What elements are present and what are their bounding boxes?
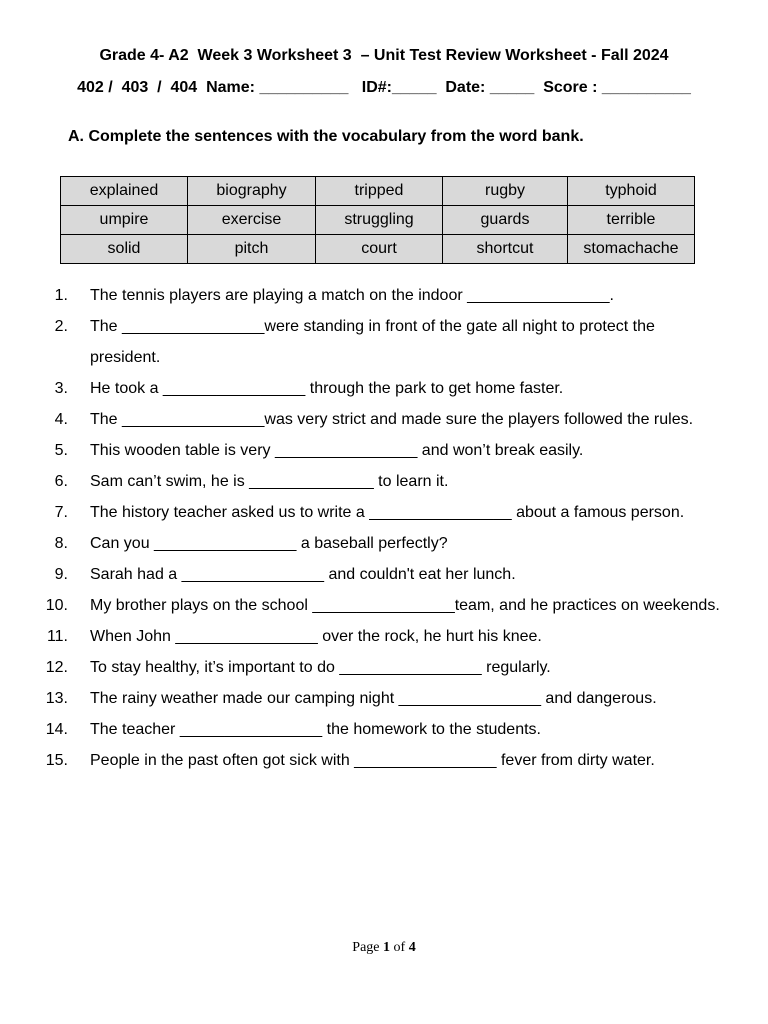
word-bank-cell: typhoid xyxy=(568,177,695,206)
word-bank-cell: umpire xyxy=(61,206,188,235)
question-item xyxy=(0,280,768,311)
question-item xyxy=(0,652,768,683)
question-text: Sarah had a ________________ and couldn't eat her lunch. xyxy=(90,566,516,583)
page-footer xyxy=(0,940,768,956)
question-text: To stay healthy, it’s important to do ________________ regularly. xyxy=(90,659,551,676)
question-number: 15. xyxy=(45,752,68,769)
question-number: 1. xyxy=(54,287,68,304)
word-bank-cell: struggling xyxy=(316,206,443,235)
word-bank-row xyxy=(61,177,695,206)
word-bank-table xyxy=(60,176,695,264)
question-number: 4. xyxy=(54,411,68,428)
question-text: He took a ________________ through the park to get home faster. xyxy=(90,380,564,397)
question-text: The rainy weather made our camping night ________________ and dangerous. xyxy=(90,690,657,707)
question-item xyxy=(0,435,768,466)
question-item xyxy=(0,590,768,621)
question-number: 9. xyxy=(54,566,68,583)
question-number: 14. xyxy=(45,721,68,738)
of-label: of xyxy=(393,940,406,955)
word-bank-cell: stomachache xyxy=(568,235,695,264)
question-text: The teacher ________________ the homework to the students. xyxy=(90,721,541,738)
question-item xyxy=(0,373,768,404)
question-text: The ________________were standing in front of the gate all night to protect the president. xyxy=(90,318,655,366)
question-item xyxy=(0,559,768,590)
section-a-instruction: A. Complete the sentences with the vocabulary from the word bank. xyxy=(68,128,584,145)
question-item xyxy=(0,683,768,714)
question-number: 3. xyxy=(54,380,68,397)
page-current: 1 xyxy=(383,940,391,955)
question-text: The history teacher asked us to write a ________________ about a famous person. xyxy=(90,504,685,521)
question-item xyxy=(0,404,768,435)
question-number: 10. xyxy=(45,597,68,614)
question-text: People in the past often got sick with ________________ fever from dirty water. xyxy=(90,752,655,769)
question-text: Sam can’t swim, he is ______________ to learn it. xyxy=(90,473,449,490)
question-item xyxy=(0,466,768,497)
question-number: 13. xyxy=(45,690,68,707)
word-bank-cell: explained xyxy=(61,177,188,206)
word-bank-row xyxy=(61,235,695,264)
question-number: 6. xyxy=(54,473,68,490)
student-info-line: 402 / 403 / 404 Name: __________ ID#:_____ Date: _____ Score : __________ xyxy=(77,79,691,96)
word-bank-cell: pitch xyxy=(188,235,316,264)
word-bank-cell: tripped xyxy=(316,177,443,206)
word-bank-cell: terrible xyxy=(568,206,695,235)
question-number: 8. xyxy=(54,535,68,552)
worksheet-title: Grade 4- A2 Week 3 Worksheet 3 – Unit Test Review Worksheet - Fall 2024 xyxy=(99,47,669,64)
word-bank-cell: guards xyxy=(443,206,568,235)
question-text: This wooden table is very ________________ and won’t break easily. xyxy=(90,442,584,459)
page-label: Page xyxy=(352,940,380,955)
question-text: My brother plays on the school ________________team, and he practices on weekends. xyxy=(90,597,720,614)
word-bank-cell: rugby xyxy=(443,177,568,206)
question-text: When John ________________ over the rock, he hurt his knee. xyxy=(90,628,542,645)
word-bank-cell: biography xyxy=(188,177,316,206)
question-number: 5. xyxy=(54,442,68,459)
question-item xyxy=(0,311,768,373)
question-item xyxy=(0,745,768,776)
word-bank-cell: exercise xyxy=(188,206,316,235)
word-bank-cell: solid xyxy=(61,235,188,264)
question-text: Can you ________________ a baseball perfectly? xyxy=(90,535,448,552)
word-bank-cell: court xyxy=(316,235,443,264)
question-item xyxy=(0,714,768,745)
word-bank-row xyxy=(61,206,695,235)
question-item xyxy=(0,528,768,559)
question-text: The ________________was very strict and made sure the players followed the rules. xyxy=(90,411,694,428)
question-item xyxy=(0,621,768,652)
question-text: The tennis players are playing a match on the indoor ________________. xyxy=(90,287,614,304)
question-item xyxy=(0,497,768,528)
question-number: 12. xyxy=(45,659,68,676)
question-list xyxy=(0,280,768,776)
question-number: 2. xyxy=(54,318,68,335)
question-number: 11. xyxy=(46,628,68,645)
page-total: 4 xyxy=(408,940,416,955)
word-bank-cell: shortcut xyxy=(443,235,568,264)
question-number: 7. xyxy=(54,504,68,521)
